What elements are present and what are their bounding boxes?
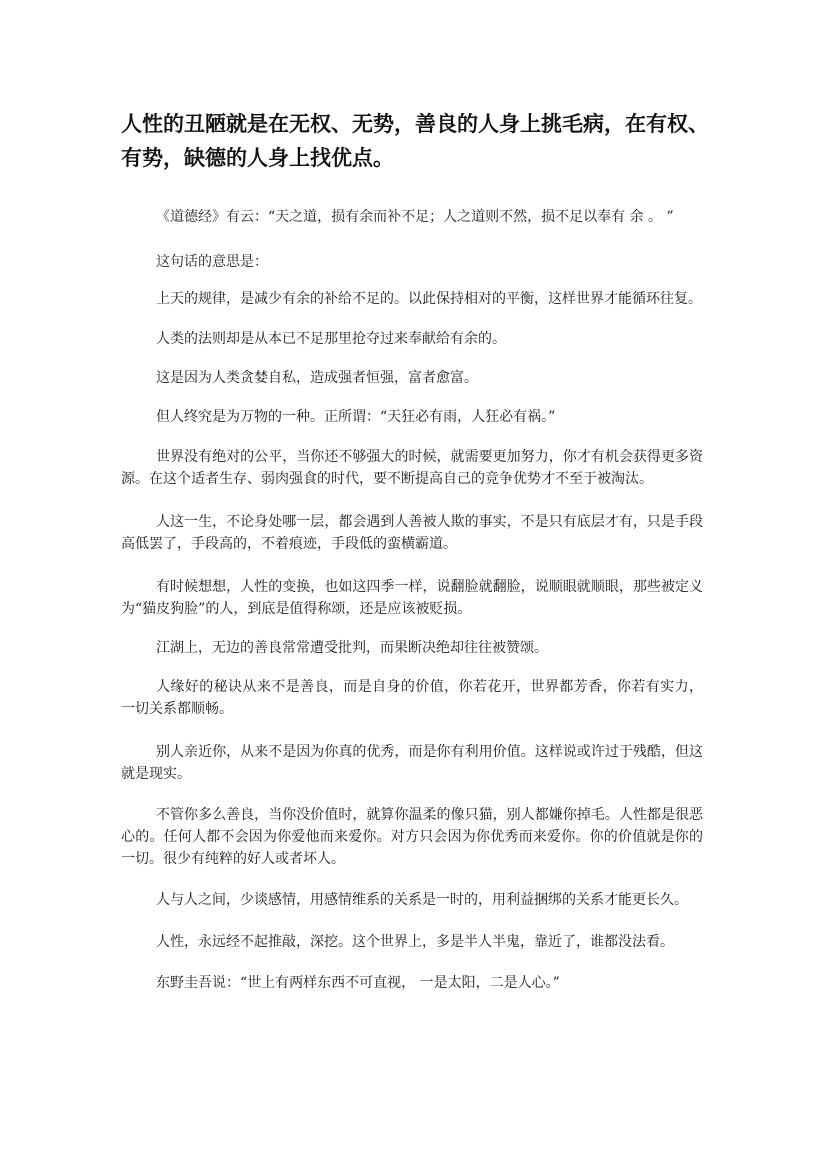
paragraph: 这句话的意思是： [156, 254, 268, 270]
paragraph: 人这一生，不论身处哪一层，都会遇到人善被人欺的事实，不是只有底层才有，只是手段高低罢了，手段高的，不着痕迹，手段低的蛮横霸道。 [121, 514, 703, 552]
paragraph: 东野圭吾说：“世上有两样东西不可直视， 一是太阳，二是人心。” [156, 975, 560, 991]
paragraph: 但人终究是为万物的一种。正所谓：“天狂必有雨，人狂必有祸。” [156, 409, 556, 425]
paragraph: 这是因为人类贪婪自私，造成强者恒强，富者愈富。 [156, 370, 478, 386]
paragraph: 别人亲近你，从来不是因为你真的优秀，而是你有利用价值。这样说或许过于残酷，但这就是现实。 [121, 744, 703, 782]
paragraph: 人性，永远经不起推敲，深挖。这个世界上，多是半人半鬼，靠近了，谁都没法看。 [156, 934, 674, 950]
paragraph: 世界没有绝对的公平，当你还不够强大的时候，就需要更加努力，你才有机会获得更多资源。在这个适者生存、弱肉强食的时代，要不断提高自己的竞争优势才不至于被淘汰。 [121, 449, 703, 487]
paragraph: 《道德经》有云：“天之道，损有余而补不足；人之道则不然，损不足以奉有 余 。 ” [156, 209, 674, 225]
paragraph: 江湖上，无边的善良常常遭受批判，而果断决绝却往往被赞颂。 [156, 640, 548, 656]
paragraph: 人与人之间，少谈感情，用感情维系的关系是一时的，用利益捆绑的关系才能更长久。 [156, 892, 688, 908]
document-title: 人性的丑陋就是在无权、无势，善良的人身上挑毛病，在有权、有势，缺德的人身上找优点。 [121, 112, 709, 170]
paragraph: 人类的法则却是从本已不足那里抢夺过来奉献给有余的。 [156, 331, 506, 347]
paragraph: 人缘好的秘诀从来不是善良，而是自身的价值，你若花开，世界都芳香，你若有实力， 一切关系都顺畅。 [121, 679, 703, 717]
document-body [121, 206, 703, 994]
paragraph: 不管你多么善良，当你没价值时，就算你温柔的像只猫，别人都嫌你掉毛。人性都是很恶心的。任何人都不会因为你爱他而来爱你。对方只会因为你优秀而来爱你。你的价值就是你的一切。很少有纯粹的好人或者坏人。 [121, 807, 703, 867]
paragraph: 有时候想想，人性的变换，也如这四季一样，说翻脸就翻脸，说顺眼就顺眼，那些被定义为“猫皮狗脸”的人，到底是值得称颂，还是应该被贬损。 [121, 579, 703, 617]
paragraph: 上天的规律，是减少有余的补给不足的。以此保持相对的平衡，这样世界才能循环往复。 [156, 291, 702, 307]
